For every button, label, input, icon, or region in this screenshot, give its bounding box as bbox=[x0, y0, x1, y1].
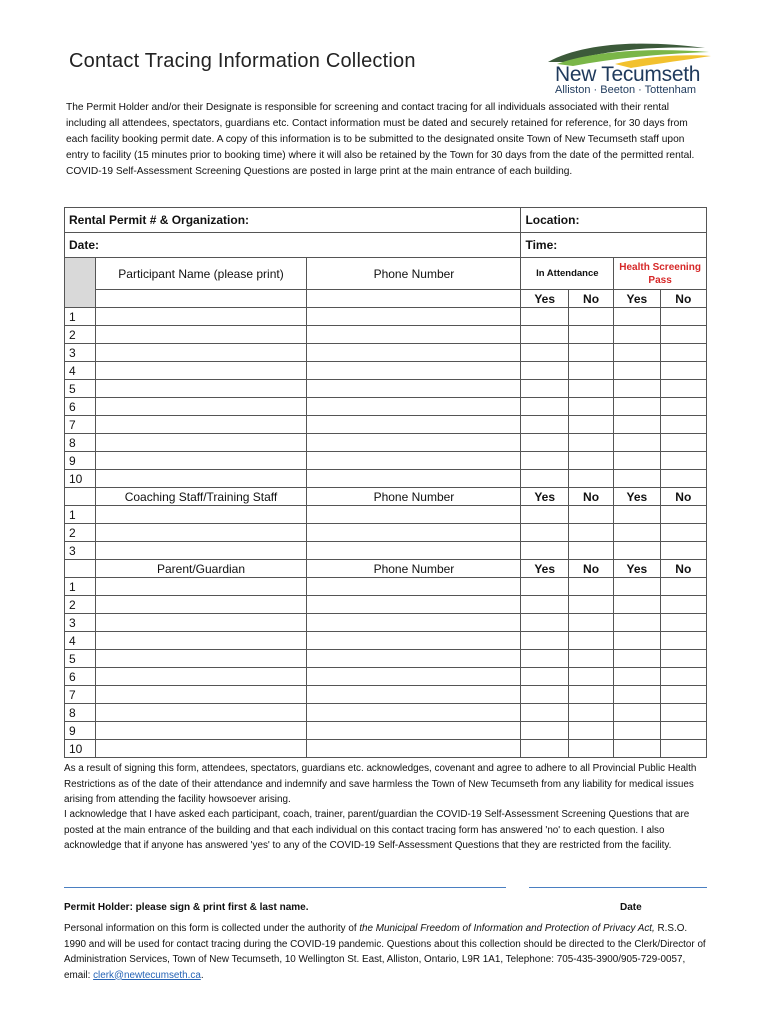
parent-row bbox=[65, 740, 707, 758]
parent-name-cell[interactable] bbox=[95, 578, 307, 596]
participant-header-row bbox=[65, 258, 707, 290]
coaching-row bbox=[65, 542, 707, 560]
participant-phone-cell[interactable] bbox=[307, 470, 521, 488]
parent-name-cell[interactable] bbox=[95, 704, 307, 722]
parent-attendance-no-cell[interactable] bbox=[568, 614, 613, 632]
rental-permit-field[interactable]: Rental Permit # & Organization: bbox=[65, 208, 521, 233]
participant-health-no-cell[interactable] bbox=[660, 398, 706, 416]
parent-spacer bbox=[65, 560, 96, 578]
parent-health-no-cell[interactable] bbox=[660, 614, 706, 632]
participant-row-number: 4 bbox=[65, 362, 96, 380]
parent-phone-cell[interactable] bbox=[307, 704, 521, 722]
parent-row-number: 8 bbox=[65, 704, 96, 722]
coaching-attendance-no-cell[interactable] bbox=[568, 506, 613, 524]
parent-health-yes-cell[interactable] bbox=[614, 740, 660, 758]
parent-phone-cell[interactable] bbox=[307, 632, 521, 650]
parent-row bbox=[65, 704, 707, 722]
clerk-email-link[interactable]: clerk@newtecumseth.ca bbox=[93, 969, 201, 981]
participant-phone-cell[interactable] bbox=[307, 398, 521, 416]
privacy-text-2: R.S.O. 1990 and will be used for contact tracing during the COVID-19 pandemic. Questions about this collection should be directed to the Clerk/Director of Administration Services, Town of New Tecumseth, 10 Wellington St. East, Alliston, Ontario, L9R 1A1, Telephone: 705-435-3900/905-729-0057, email: bbox=[64, 923, 706, 981]
participant-attendance-no-cell[interactable] bbox=[568, 398, 613, 416]
acknowledgement-screening: I acknowledge that I have asked each participant, coach, trainer, parent/guardian the COVID-19 Self-Assessment Screening Questions that are posted at the main entrance of the building and that each individual on this contact tracing form has answered 'no' to each question. I also acknowledge that if anyone has answered 'yes' to any of the COVID-19 Self-Assessment Questions that they are restricted from the facility. bbox=[64, 809, 690, 851]
parent-name-cell[interactable] bbox=[95, 740, 307, 758]
parent-row bbox=[65, 668, 707, 686]
intro-paragraph: The Permit Holder and/or their Designate is responsible for screening and contact tracing for all individuals associated with their rental including all attendees, spectators, guardians etc. Contact information must be dated and securely retained for reference, for 30 days from each facility booking permit date. A copy of this information is to be submitted to the designated onsite Town of New Tecumseth staff upon entry to facility (15 minutes prior to booking time) where it will also be retained by the Town for 30 days from the date of the permitted rental. COVID-19 Self-Assessment Screening Questions are posted in large print at the main entrance of each building. bbox=[66, 102, 695, 177]
participant-row bbox=[65, 362, 707, 380]
coaching-phone-cell[interactable] bbox=[307, 524, 521, 542]
participant-health-no-cell[interactable] bbox=[660, 326, 706, 344]
participant-health-yes-cell[interactable] bbox=[614, 470, 660, 488]
participant-attendance-yes-cell[interactable] bbox=[521, 326, 568, 344]
parent-row bbox=[65, 578, 707, 596]
parent-health-no-cell[interactable] bbox=[660, 650, 706, 668]
parent-health-no-cell[interactable] bbox=[660, 578, 706, 596]
parent-attendance-yes-cell[interactable] bbox=[521, 596, 568, 614]
participant-attendance-no-cell[interactable] bbox=[568, 416, 613, 434]
coaching-row bbox=[65, 524, 707, 542]
yes-no-header-row bbox=[65, 290, 707, 308]
parent-attendance-yes-cell[interactable] bbox=[521, 632, 568, 650]
privacy-text-1: Personal information on this form is collected under the authority of bbox=[64, 923, 360, 934]
participant-health-no-cell[interactable] bbox=[660, 362, 706, 380]
participant-name-cell[interactable] bbox=[95, 398, 307, 416]
page-title: Contact Tracing Information Collection bbox=[69, 50, 416, 72]
participant-name-cell[interactable] bbox=[95, 470, 307, 488]
participant-row-number: 5 bbox=[65, 380, 96, 398]
participant-health-no-cell[interactable] bbox=[660, 452, 706, 470]
health-no-header: No bbox=[660, 290, 706, 308]
parent-row-number: 10 bbox=[65, 740, 96, 758]
parent-attendance-no-cell[interactable] bbox=[568, 668, 613, 686]
parent-attendance-no-cell[interactable] bbox=[568, 740, 613, 758]
coaching-row-number: 1 bbox=[65, 506, 96, 524]
coaching-row-number: 2 bbox=[65, 524, 96, 542]
header-spacer bbox=[65, 258, 96, 308]
parent-attendance-yes-cell[interactable] bbox=[521, 668, 568, 686]
contact-tracing-table bbox=[64, 207, 707, 758]
parent-health-yes-cell[interactable] bbox=[614, 632, 660, 650]
coaching-row-number: 3 bbox=[65, 542, 96, 560]
coaching-health-yes-cell[interactable] bbox=[614, 524, 660, 542]
participant-health-yes-cell[interactable] bbox=[614, 434, 660, 452]
parent-phone-cell[interactable] bbox=[307, 650, 521, 668]
parent-attendance-no-cell[interactable] bbox=[568, 704, 613, 722]
parent-health-yes-cell[interactable] bbox=[614, 668, 660, 686]
parent-health-no: No bbox=[660, 560, 706, 578]
parent-health-yes-cell[interactable] bbox=[614, 722, 660, 740]
coaching-header-row bbox=[65, 488, 707, 506]
coaching-phone-cell[interactable] bbox=[307, 506, 521, 524]
parent-attendance-no-cell[interactable] bbox=[568, 596, 613, 614]
participant-health-yes-cell[interactable] bbox=[614, 326, 660, 344]
participant-row bbox=[65, 308, 707, 326]
participant-name-header: Participant Name (please print) bbox=[95, 258, 307, 290]
parent-attendance-no-cell[interactable] bbox=[568, 632, 613, 650]
participant-health-yes-cell[interactable] bbox=[614, 416, 660, 434]
coaching-row bbox=[65, 506, 707, 524]
participant-row bbox=[65, 434, 707, 452]
privacy-text-end: . bbox=[200, 969, 204, 981]
date-line[interactable] bbox=[529, 887, 707, 888]
parent-attendance-yes-cell[interactable] bbox=[521, 614, 568, 632]
participant-attendance-yes-cell[interactable] bbox=[521, 398, 568, 416]
parent-phone-header: Phone Number bbox=[307, 560, 521, 578]
participant-row-number: 8 bbox=[65, 434, 96, 452]
participant-attendance-yes-cell[interactable] bbox=[521, 416, 568, 434]
parent-row-number: 2 bbox=[65, 596, 96, 614]
privacy-act-name: the Municipal Freedom of Information and Protection of Privacy Act, bbox=[359, 923, 655, 934]
coaching-attendance-yes-cell[interactable] bbox=[521, 524, 568, 542]
coaching-phone-cell[interactable] bbox=[307, 542, 521, 560]
participant-health-yes-cell[interactable] bbox=[614, 344, 660, 362]
participant-attendance-yes-cell[interactable] bbox=[521, 344, 568, 362]
participant-row-number: 6 bbox=[65, 398, 96, 416]
coaching-attendance-yes-cell[interactable] bbox=[521, 542, 568, 560]
participant-health-no-cell[interactable] bbox=[660, 416, 706, 434]
participant-name-cell[interactable] bbox=[95, 416, 307, 434]
participant-phone-cell[interactable] bbox=[307, 416, 521, 434]
coaching-attendance-yes: Yes bbox=[521, 488, 568, 506]
coaching-health-no-cell[interactable] bbox=[660, 524, 706, 542]
coaching-name-cell[interactable] bbox=[95, 524, 307, 542]
parent-row-number: 3 bbox=[65, 614, 96, 632]
participant-attendance-no-cell[interactable] bbox=[568, 362, 613, 380]
date-label: Date bbox=[620, 902, 642, 913]
coaching-attendance-no-cell[interactable] bbox=[568, 524, 613, 542]
participant-attendance-no-cell[interactable] bbox=[568, 452, 613, 470]
participant-phone-cell[interactable] bbox=[307, 326, 521, 344]
participant-name-cell[interactable] bbox=[95, 452, 307, 470]
participant-attendance-no-cell[interactable] bbox=[568, 326, 613, 344]
participant-name-cell[interactable] bbox=[95, 434, 307, 452]
participant-attendance-yes-cell[interactable] bbox=[521, 452, 568, 470]
parent-attendance-no-cell[interactable] bbox=[568, 722, 613, 740]
parent-health-no-cell[interactable] bbox=[660, 686, 706, 704]
parent-row bbox=[65, 632, 707, 650]
parent-guardian-header: Parent/Guardian bbox=[95, 560, 307, 578]
parent-row-number: 4 bbox=[65, 632, 96, 650]
parent-health-no-cell[interactable] bbox=[660, 668, 706, 686]
participant-row-number: 2 bbox=[65, 326, 96, 344]
participant-health-no-cell[interactable] bbox=[660, 380, 706, 398]
participant-health-yes-cell[interactable] bbox=[614, 398, 660, 416]
participant-attendance-no-cell[interactable] bbox=[568, 308, 613, 326]
coaching-phone-header: Phone Number bbox=[307, 488, 521, 506]
parent-phone-cell[interactable] bbox=[307, 722, 521, 740]
parent-name-cell[interactable] bbox=[95, 650, 307, 668]
coaching-health-yes-cell[interactable] bbox=[614, 506, 660, 524]
parent-attendance-no: No bbox=[568, 560, 613, 578]
parent-health-yes-cell[interactable] bbox=[614, 596, 660, 614]
participant-health-yes-cell[interactable] bbox=[614, 380, 660, 398]
parent-row bbox=[65, 686, 707, 704]
participant-health-yes-cell[interactable] bbox=[614, 308, 660, 326]
participant-attendance-no-cell[interactable] bbox=[568, 434, 613, 452]
parent-row bbox=[65, 596, 707, 614]
participant-attendance-yes-cell[interactable] bbox=[521, 362, 568, 380]
participant-row-number: 1 bbox=[65, 308, 96, 326]
privacy-notice bbox=[64, 921, 708, 983]
participant-attendance-no-cell[interactable] bbox=[568, 344, 613, 362]
coaching-spacer bbox=[65, 488, 96, 506]
participant-name-cell[interactable] bbox=[95, 308, 307, 326]
time-field[interactable]: Time: bbox=[521, 233, 707, 258]
rental-row bbox=[65, 208, 707, 233]
parent-name-cell[interactable] bbox=[95, 614, 307, 632]
acknowledgement-indemnity: As a result of signing this form, attendees, spectators, guardians etc. acknowledges, covenant and agree to adhere to all Provincial Public Health Restrictions as of the date of their attendance and indemnify and save harmless the Town of New Tecumseth from any liability for medical issues arising from attending the facility howsoever arising. bbox=[64, 763, 697, 805]
parent-health-no-cell[interactable] bbox=[660, 704, 706, 722]
participant-phone-cell[interactable] bbox=[307, 362, 521, 380]
participant-health-no-cell[interactable] bbox=[660, 344, 706, 362]
participant-health-no-cell[interactable] bbox=[660, 434, 706, 452]
parent-row bbox=[65, 650, 707, 668]
participant-name-cell[interactable] bbox=[95, 326, 307, 344]
parent-row-number: 5 bbox=[65, 650, 96, 668]
parent-phone-cell[interactable] bbox=[307, 578, 521, 596]
participant-name-cell[interactable] bbox=[95, 380, 307, 398]
location-field[interactable]: Location: bbox=[521, 208, 707, 233]
parent-health-yes-cell[interactable] bbox=[614, 614, 660, 632]
parent-health-yes-cell[interactable] bbox=[614, 686, 660, 704]
parent-name-cell[interactable] bbox=[95, 722, 307, 740]
health-yes-header: Yes bbox=[614, 290, 660, 308]
participant-row bbox=[65, 416, 707, 434]
coaching-name-cell[interactable] bbox=[95, 542, 307, 560]
participant-health-no-cell[interactable] bbox=[660, 470, 706, 488]
parent-attendance-yes-cell[interactable] bbox=[521, 722, 568, 740]
coaching-attendance-no: No bbox=[568, 488, 613, 506]
parent-health-yes-cell[interactable] bbox=[614, 578, 660, 596]
parent-attendance-yes-cell[interactable] bbox=[521, 704, 568, 722]
participant-row bbox=[65, 398, 707, 416]
parent-health-no-cell[interactable] bbox=[660, 722, 706, 740]
participant-phone-cell[interactable] bbox=[307, 380, 521, 398]
participant-health-no-cell[interactable] bbox=[660, 308, 706, 326]
coaching-staff-header: Coaching Staff/Training Staff bbox=[95, 488, 307, 506]
coaching-attendance-no-cell[interactable] bbox=[568, 542, 613, 560]
parent-health-yes-cell[interactable] bbox=[614, 650, 660, 668]
parent-health-no-cell[interactable] bbox=[660, 740, 706, 758]
participant-row bbox=[65, 326, 707, 344]
parent-phone-cell[interactable] bbox=[307, 740, 521, 758]
parent-health-yes-cell[interactable] bbox=[614, 704, 660, 722]
participant-name-cell[interactable] bbox=[95, 344, 307, 362]
parent-attendance-no-cell[interactable] bbox=[568, 650, 613, 668]
participant-attendance-no-cell[interactable] bbox=[568, 470, 613, 488]
parent-row-number: 9 bbox=[65, 722, 96, 740]
logo-subtitle: Alliston · Beeton · Tottenham bbox=[555, 84, 697, 96]
parent-rows bbox=[65, 578, 707, 758]
participant-row-number: 7 bbox=[65, 416, 96, 434]
coaching-name-cell[interactable] bbox=[95, 506, 307, 524]
parent-phone-cell[interactable] bbox=[307, 596, 521, 614]
participant-row-number: 10 bbox=[65, 470, 96, 488]
phone-subheader-blank bbox=[307, 290, 521, 308]
date-field[interactable]: Date: bbox=[65, 233, 521, 258]
parent-attendance-yes-cell[interactable] bbox=[521, 578, 568, 596]
participant-phone-cell[interactable] bbox=[307, 344, 521, 362]
participant-name-cell[interactable] bbox=[95, 362, 307, 380]
parent-phone-cell[interactable] bbox=[307, 668, 521, 686]
participant-row-number: 3 bbox=[65, 344, 96, 362]
parent-health-no-cell[interactable] bbox=[660, 596, 706, 614]
parent-attendance-yes: Yes bbox=[521, 560, 568, 578]
signature-line[interactable] bbox=[64, 887, 506, 888]
participant-phone-cell[interactable] bbox=[307, 452, 521, 470]
participant-row bbox=[65, 380, 707, 398]
health-screening-header: Health Screening Pass bbox=[614, 258, 707, 290]
coaching-attendance-yes-cell[interactable] bbox=[521, 506, 568, 524]
coaching-health-no-cell[interactable] bbox=[660, 506, 706, 524]
parent-row-number: 6 bbox=[65, 668, 96, 686]
parent-name-cell[interactable] bbox=[95, 668, 307, 686]
name-subheader-blank bbox=[95, 290, 307, 308]
participant-row bbox=[65, 452, 707, 470]
participant-attendance-yes-cell[interactable] bbox=[521, 470, 568, 488]
parent-row bbox=[65, 722, 707, 740]
parent-header-row bbox=[65, 560, 707, 578]
phone-number-header: Phone Number bbox=[307, 258, 521, 290]
coaching-health-no-cell[interactable] bbox=[660, 542, 706, 560]
participant-attendance-yes-cell[interactable] bbox=[521, 308, 568, 326]
parent-phone-cell[interactable] bbox=[307, 614, 521, 632]
participant-row bbox=[65, 470, 707, 488]
parent-health-no-cell[interactable] bbox=[660, 632, 706, 650]
signature-label: Permit Holder: please sign & print first & last name. bbox=[64, 902, 309, 913]
parent-phone-cell[interactable] bbox=[307, 686, 521, 704]
parent-row-number: 1 bbox=[65, 578, 96, 596]
coaching-health-yes-cell[interactable] bbox=[614, 542, 660, 560]
participant-attendance-no-cell[interactable] bbox=[568, 380, 613, 398]
parent-attendance-yes-cell[interactable] bbox=[521, 686, 568, 704]
date-row bbox=[65, 233, 707, 258]
parent-attendance-no-cell[interactable] bbox=[568, 686, 613, 704]
parent-attendance-yes-cell[interactable] bbox=[521, 740, 568, 758]
parent-name-cell[interactable] bbox=[95, 686, 307, 704]
participant-phone-cell[interactable] bbox=[307, 308, 521, 326]
parent-row bbox=[65, 614, 707, 632]
participant-health-yes-cell[interactable] bbox=[614, 452, 660, 470]
attendance-no-header: No bbox=[568, 290, 613, 308]
coaching-rows bbox=[65, 506, 707, 560]
parent-health-yes: Yes bbox=[614, 560, 660, 578]
parent-name-cell[interactable] bbox=[95, 596, 307, 614]
participant-row-number: 9 bbox=[65, 452, 96, 470]
in-attendance-header: In Attendance bbox=[521, 258, 614, 290]
participant-attendance-yes-cell[interactable] bbox=[521, 380, 568, 398]
parent-row-number: 7 bbox=[65, 686, 96, 704]
coaching-health-yes: Yes bbox=[614, 488, 660, 506]
participant-rows bbox=[65, 308, 707, 488]
attendance-yes-header: Yes bbox=[521, 290, 568, 308]
participant-phone-cell[interactable] bbox=[307, 434, 521, 452]
participant-row bbox=[65, 344, 707, 362]
participant-health-yes-cell[interactable] bbox=[614, 362, 660, 380]
parent-attendance-no-cell[interactable] bbox=[568, 578, 613, 596]
parent-name-cell[interactable] bbox=[95, 632, 307, 650]
parent-attendance-yes-cell[interactable] bbox=[521, 650, 568, 668]
logo-name: New Tecumseth bbox=[555, 63, 701, 86]
coaching-health-no: No bbox=[660, 488, 706, 506]
participant-attendance-yes-cell[interactable] bbox=[521, 434, 568, 452]
